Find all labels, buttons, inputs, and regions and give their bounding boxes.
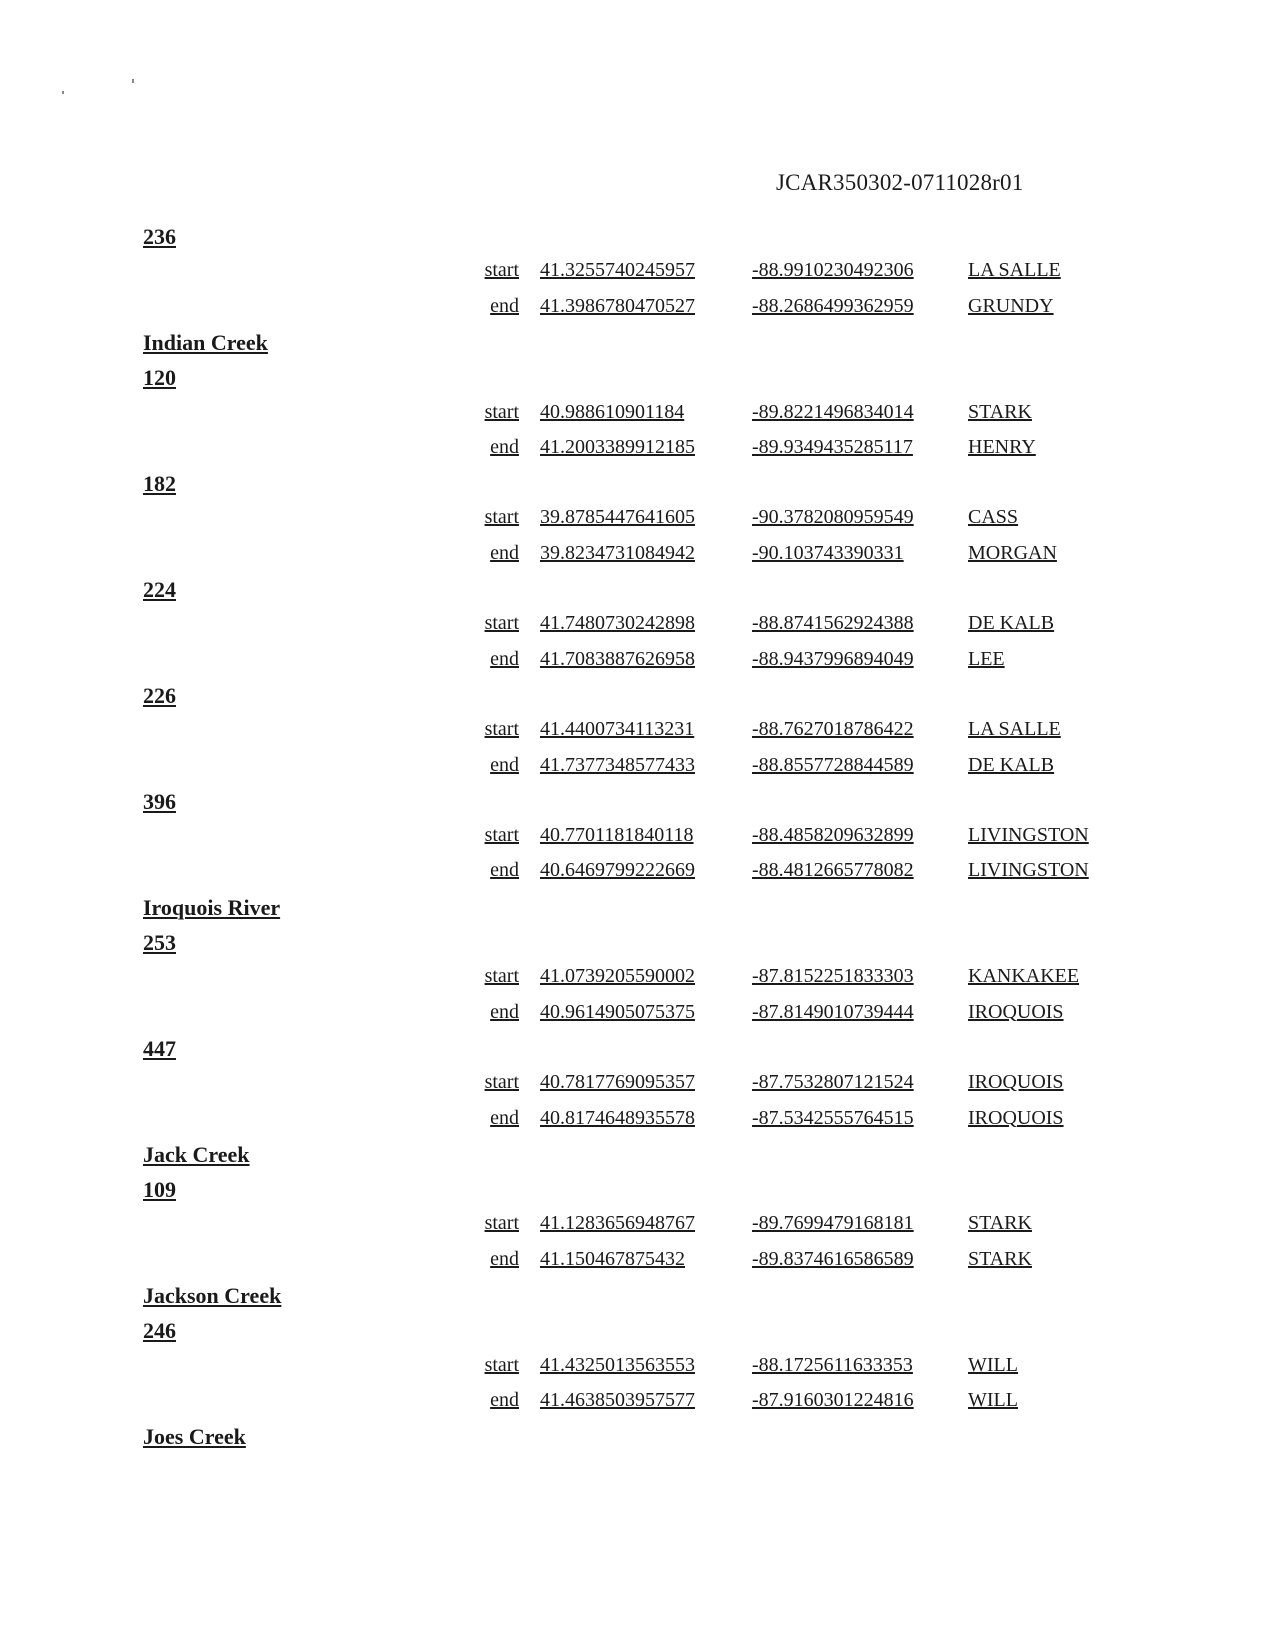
coordinate-row [0,718,1276,748]
latitude: 41.7377348577433 [540,753,695,776]
latitude: 41.7083887626958 [540,647,695,670]
point-kind: end [490,1388,519,1411]
longitude: -90.3782080959549 [752,506,914,529]
coordinate-row [0,1071,1276,1101]
point-kind: start [484,1071,519,1094]
point-kind: start [484,718,519,741]
entry-heading-row [0,1283,1276,1313]
point-kind: start [484,1212,519,1235]
county: DE KALB [968,612,1055,635]
entry-heading: 120 [143,365,176,391]
county: WILL [968,1388,1018,1411]
longitude: -88.7627018786422 [752,718,914,741]
county: LIVINGSTON [968,859,1089,882]
longitude: -87.8152251833303 [752,965,914,988]
point-kind: end [490,1247,519,1270]
coordinate-row [0,1001,1276,1031]
longitude: -89.9349435285117 [752,435,913,458]
latitude: 41.1283656948767 [540,1212,695,1235]
coordinate-row [0,401,1276,431]
entry-heading: 447 [143,1035,176,1061]
latitude: 40.9614905075375 [540,1000,695,1023]
latitude: 40.6469799222669 [540,859,695,882]
coordinate-row [0,824,1276,854]
coordinate-row [0,1389,1276,1419]
point-kind: end [490,1106,519,1129]
entry-heading: Joes Creek [143,1424,246,1450]
county: IROQUOIS [968,1106,1064,1129]
county: LA SALLE [968,718,1061,741]
longitude: -88.1725611633353 [752,1353,913,1376]
longitude: -89.8221496834014 [752,400,914,423]
latitude: 39.8785447641605 [540,506,695,529]
point-kind: start [484,1353,519,1376]
county: LIVINGSTON [968,824,1089,847]
entry-heading: 224 [143,577,176,602]
county: STARK [968,1212,1032,1235]
county: CASS [968,506,1019,529]
county: IROQUOIS [968,1071,1064,1094]
point-kind: start [484,965,519,988]
entry-heading-row [0,1177,1276,1207]
longitude: -89.8374616586589 [752,1247,914,1270]
county: HENRY [968,435,1036,458]
coordinate-row [0,754,1276,784]
entry-heading: 236 [143,224,176,249]
longitude: -88.4858209632899 [752,824,914,847]
latitude: 41.3255740245957 [540,259,695,282]
latitude: 41.7480730242898 [540,612,695,635]
coordinate-row [0,1354,1276,1384]
latitude: 41.4638503957577 [540,1388,695,1411]
entry-heading: 226 [143,682,176,708]
county: LA SALLE [968,259,1061,282]
coordinate-row [0,506,1276,536]
entry-heading: 246 [143,1318,176,1344]
longitude: -88.8557728844589 [752,753,914,776]
entry-heading-row [0,683,1276,713]
latitude: 40.7817769095357 [540,1071,695,1094]
county: KANKAKEE [968,965,1080,988]
county: IROQUOIS [968,1000,1064,1023]
coordinate-row [0,259,1276,289]
longitude: -88.9437996894049 [752,647,914,670]
entry-heading: 396 [143,788,176,814]
entry-heading-row [0,330,1276,360]
latitude: 40.7701181840118 [540,824,694,847]
entry-heading: Indian Creek [143,329,268,355]
longitude: -87.5342555764515 [752,1106,914,1129]
county: DE KALB [968,753,1055,776]
point-kind: end [490,1000,519,1023]
county: LEE [968,647,1005,670]
point-kind: start [484,612,519,635]
entry-heading-row [0,895,1276,925]
entry-heading: Jack Creek [143,1141,250,1167]
latitude: 41.150467875432 [540,1247,685,1270]
longitude: -87.7532807121524 [752,1071,914,1094]
entry-heading-row [0,1142,1276,1172]
county: MORGAN [968,541,1057,564]
longitude: -88.9910230492306 [752,259,914,282]
point-kind: end [490,859,519,882]
entry-heading-row [0,1318,1276,1348]
point-kind: end [490,647,519,670]
longitude: -90.103743390331 [752,541,904,564]
entry-heading-row [0,930,1276,960]
latitude: 39.8234731084942 [540,541,695,564]
point-kind: end [490,294,519,317]
longitude: -88.2686499362959 [752,294,914,317]
coordinate-row [0,965,1276,995]
latitude: 40.988610901184 [540,400,685,423]
entry-heading-row [0,1424,1276,1454]
coordinate-row [0,295,1276,325]
coordinate-row [0,612,1276,642]
entry-heading: Jackson Creek [143,1283,282,1308]
point-kind: end [490,435,519,458]
latitude: 41.3986780470527 [540,294,695,317]
coordinate-row [0,436,1276,466]
longitude: -88.8741562924388 [752,612,914,635]
entry-heading-row [0,577,1276,607]
entry-heading-row [0,789,1276,819]
entry-heading: 182 [143,471,176,497]
coordinate-row [0,1212,1276,1242]
point-kind: end [490,541,519,564]
longitude: -87.8149010739444 [752,1000,914,1023]
county: GRUNDY [968,294,1054,317]
point-kind: start [484,400,519,423]
entry-heading-row [0,365,1276,395]
scan-speck [62,91,64,94]
coordinate-row [0,1107,1276,1137]
longitude: -89.7699479168181 [752,1212,914,1235]
scan-speck [132,79,134,83]
coordinate-row [0,1248,1276,1278]
entry-heading-row [0,1036,1276,1066]
county: STARK [968,1247,1032,1270]
entry-heading: 253 [143,930,176,955]
latitude: 41.0739205590002 [540,965,695,988]
entry-heading-row [0,224,1276,254]
entry-heading-row [0,471,1276,501]
latitude: 41.4325013563553 [540,1353,695,1376]
point-kind: start [484,259,519,282]
county: STARK [968,400,1032,423]
coordinate-row [0,859,1276,889]
latitude: 40.8174648935578 [540,1106,695,1129]
longitude: -87.9160301224816 [752,1388,914,1411]
entry-heading: 109 [143,1177,176,1203]
document-id: JCAR350302-0711028r01 [776,170,1024,195]
latitude: 41.2003389912185 [540,435,695,458]
longitude: -88.4812665778082 [752,859,914,882]
county: WILL [968,1353,1018,1376]
latitude: 41.4400734113231 [540,718,695,741]
coordinate-row [0,542,1276,572]
entry-heading: Iroquois River [143,894,281,920]
point-kind: start [484,506,519,529]
coordinate-row [0,648,1276,678]
point-kind: start [484,824,519,847]
point-kind: end [490,753,519,776]
